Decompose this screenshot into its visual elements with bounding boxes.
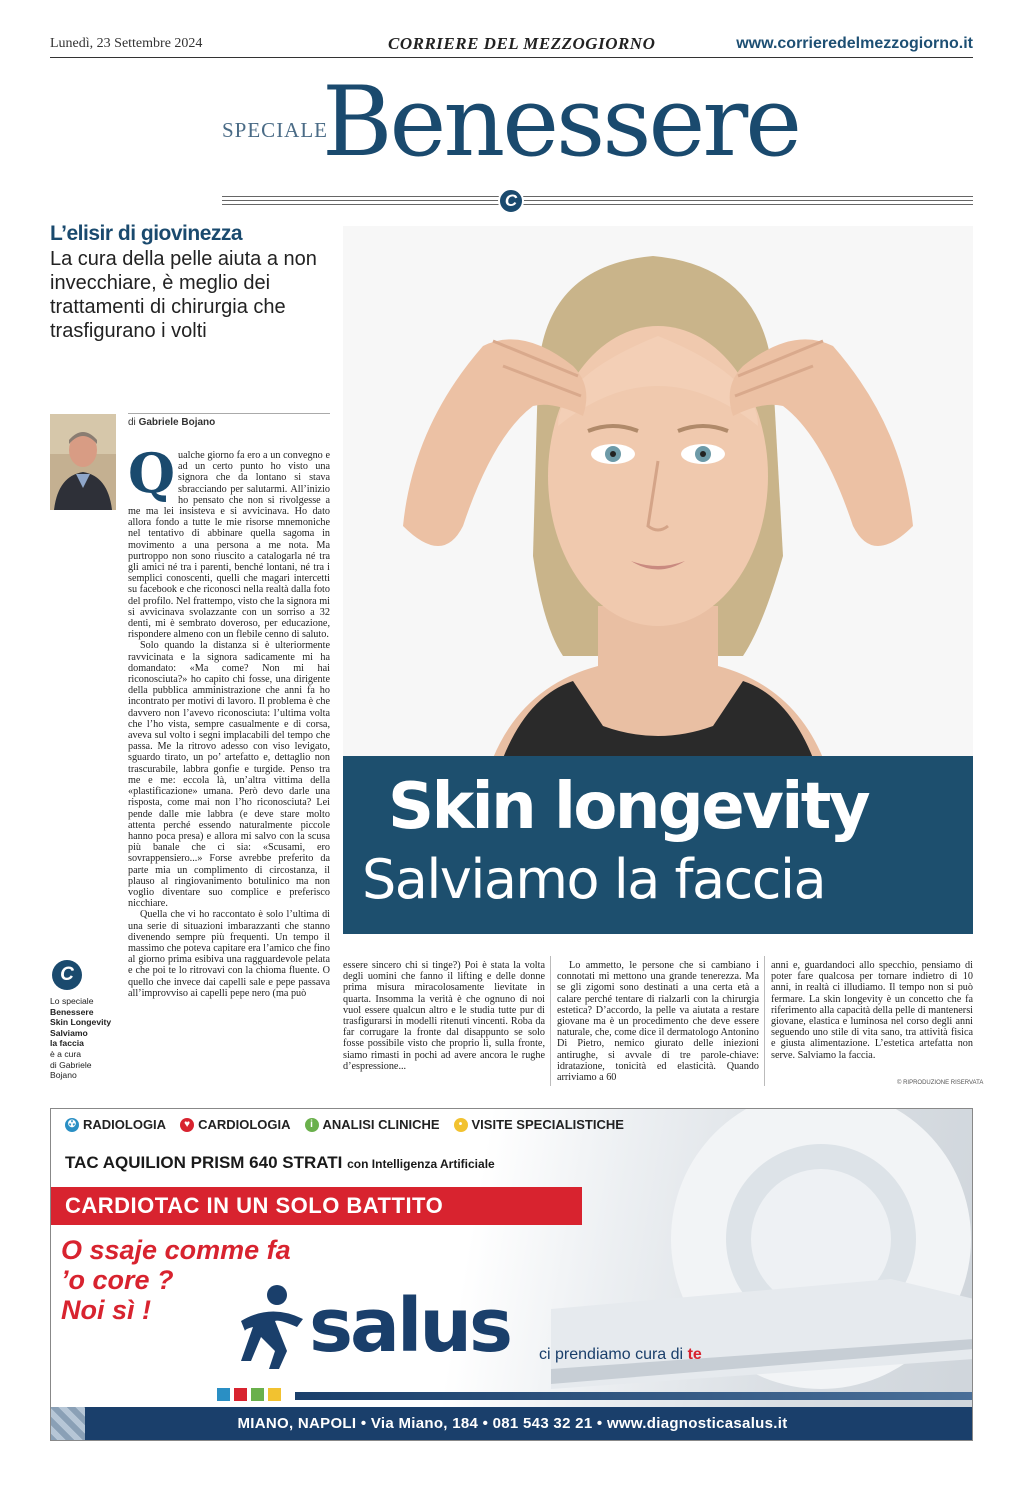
sidebar-line: la faccia xyxy=(50,1038,84,1049)
ad-tac-line: TAC AQUILION PRISM 640 STRATI con Intelligenza Artificiale xyxy=(65,1153,495,1172)
article-paragraph: Quella che vi ho raccontato è solo l’ultima di una serie di situazioni imbarazzanti che stanno divenendo sempre più frequenti. Un tempo il massimo che poteva capitare era l’amico che fino al giorno prima esibiva una ragguardevole pelata e che poi te lo ritrovavi con la chioma fluente. O quello che invece dai capelli sale e pepe passava all’improvviso ai capelli pepe nero (ma può xyxy=(128,909,330,999)
section-divider xyxy=(222,200,973,201)
woman-face-photo-icon xyxy=(343,226,973,758)
article-subtitle: Salviamo la faccia xyxy=(362,848,826,911)
article-column-3: Lo ammetto, le persone che si cambiano i connotati mi mettono una grande tenerezza. Ma se gli zigomi sono destinati a una certa età a calare perché tentare di rialzarli con la chirurgia estetica? D’accordo, la pelle va aiutata a restare giovane ma è un procedimento che deve essere naturale, che, come dice il dermatologo Antonino Di Pietro, nemico giurato delle iniezioni antirughe, si avvale di tre parole-chiave: idratazione, tonicità ed elasticità. Quando arriviamo a 60 xyxy=(557,960,759,1084)
drop-cap: Q xyxy=(128,441,176,505)
author-portrait-icon xyxy=(50,414,116,510)
column-divider xyxy=(764,956,765,1086)
section-divider xyxy=(222,204,973,205)
column-divider xyxy=(550,956,551,1086)
sidebar-note xyxy=(50,996,122,1081)
sidebar-line: di Gabriele xyxy=(50,1059,92,1070)
masthead-date: Lunedì, 23 Settembre 2024 xyxy=(50,36,203,51)
article-paragraph: ualche giorno fa ero a un convegno e ad un certo punto ho visto una signora che da lontano si stava sbracciando per salutarmi. All’inizio ho pensato che non si rivolgesse a me ma lei insisteva e si avvicinava. Ho dato allora fondo a tutte le mie risorse mnemoniche nel tentativo di abbinare quella sagoma in movimento a una persona a me nota. Ma purtroppo non sono riuscito a catalogarla né tra gli amici né tra i parenti, benché lontani, né tra i semplici conoscenti, quelli che magari intercetti su facebook e che riconosci nella realtà dalla foto del profilo. Nel frattempo, visto che la signora mi si avvicinava svolazzante con un sorriso a 32 denti, mi è sembrato doveroso, per educazione, rispondere almeno con un flebile cenno di saluto. xyxy=(128,450,330,641)
headline-subtitle: La cura della pelle aiuta a non invecchiare, è meglio dei trattamenti di chirurgia che trasfigurano i volti xyxy=(50,248,317,342)
byline-author: Gabriele Bojano xyxy=(138,417,216,428)
article-title: Skin longevity xyxy=(388,770,869,844)
masthead-divider xyxy=(50,57,973,58)
ct-scanner-icon xyxy=(551,1109,973,1409)
heart-icon xyxy=(234,1388,247,1401)
radiation-icon: ☢ xyxy=(65,1118,79,1132)
section-title: Benessere xyxy=(322,66,800,178)
byline-divider xyxy=(128,413,330,414)
c-logo-icon: C xyxy=(498,188,524,214)
c-logo-icon: C xyxy=(52,960,82,990)
author-photo xyxy=(50,414,116,510)
sidebar-line: Skin Longevity xyxy=(50,1017,112,1028)
radiation-icon xyxy=(217,1388,230,1401)
headline-kicker: L’elisir di giovinezza xyxy=(50,222,243,245)
article-column-1 xyxy=(128,441,330,999)
article-paragraph: Solo quando la distanza si è ulteriormente ravvicinata e la signora sadicamente mi ha domandato: «Ma come? Non mi hai riconosciuta?» ho capito chi fosse, una dirigente della pubblica amministrazione che anni fa ho incontrato per motivi di lavoro. Il problema è che davvero non l’avevo riconosciuta: l’ultima volta che l’ho vista, sempre casualmente e di corsa, aveva sul volto i segni implacabili del tempo che passa. Me la ritrovo adesso con viso levigato, sguardo tirato, un po’ artefatto e, dettaglio non trascurabile, labbra gonfie e turgide. Penso tra me e me: eccola là, un’altra vittima della «plastificazione» umana. Però devo darle una risposta, come mai non l’ho riconosciuta? Lei pende dalle mie labbra (e deve stare molto attenta perché essendo naturalmente piccole hanno poca presa) e allora mi salvo con la scusa più banale che ci sia: «Scusami, ero sovrappensiero...» Forse avrebbe preferito da parte mia un complimento di circostanza, il plauso al ringiovanimento botulinico ma non voglio diventare suo complice e preferisco nicchiare. xyxy=(128,640,330,910)
ad-mini-icons xyxy=(217,1388,281,1401)
ad-address[interactable]: MIANO, NAPOLI • Via Miano, 184 • 081 543 32 21 • www.diagnosticasalus.it xyxy=(237,1415,788,1432)
byline xyxy=(128,417,215,428)
lab-icon xyxy=(251,1388,264,1401)
doctor-icon: • xyxy=(454,1118,468,1132)
ad-stripe xyxy=(295,1392,973,1400)
service-analisi: i ANALISI CLINICHE xyxy=(305,1117,440,1132)
service-radiologia: ☢ RADIOLOGIA xyxy=(65,1117,166,1132)
section-divider xyxy=(222,196,973,197)
sidebar-line: Benessere xyxy=(50,1006,94,1017)
heart-icon: ♥ xyxy=(180,1118,194,1132)
section-label: SPECIALE xyxy=(222,118,329,142)
sidebar-line: Salviamo xyxy=(50,1027,88,1038)
ad-tagline: ci prendiamo cura di te xyxy=(539,1346,702,1363)
article-column-2: essere sincero chi si tinge?) Poi è stata la volta degli uomini che fanno il lifting e delle donne prima misura miracolosamente lievitate in quarta. Insomma la verità è che ognuno di noi vuol essere qualcun altro e le studia tutte pur di trasfigurarsi in modelli ritenuti vincenti. Roba da far corrugare la fronte dal disappunto se solo fosse possibile visto che proprio lì, sulla fronte, siamo rimasti in pochi ad avere ancora le rughe d’espressione... xyxy=(343,960,545,1072)
sidebar-line: è a cura xyxy=(50,1048,82,1059)
main-photo xyxy=(343,226,973,758)
article-column-4: anni e, guardandoci allo specchio, pensiamo di poter fare qualcosa per tornare indietro di 10 anni, in realtà ci illudiamo. Il tempo non si può fermare. La skin longevity è un concetto che fa riferimento alla capacità della pelle di mantenersi giovane, elastica e luminosa nel corso degli anni seguendo uno stile di vita sano, tra attività fisica e giusta alimentazione. L’estetica artefatta non serve. Salviamo la faccia. xyxy=(771,960,973,1061)
ad-services xyxy=(65,1117,624,1132)
copyright-credit: © RIPRODUZIONE RISERVATA xyxy=(897,1080,984,1086)
sidebar-line: Bojano xyxy=(50,1070,77,1081)
lab-icon: i xyxy=(305,1118,319,1132)
ad-cardiotac: CARDIOTAC IN UN SOLO BATTITO xyxy=(65,1193,444,1218)
salus-person-logo-icon xyxy=(231,1281,311,1373)
doctor-icon xyxy=(268,1388,281,1401)
sidebar-line: Lo speciale xyxy=(50,996,94,1006)
ad-slogan: O ssaje comme fa ’o core ? Noi sì ! xyxy=(61,1235,291,1325)
service-visite: • VISITE SPECIALISTICHE xyxy=(454,1117,624,1132)
newspaper-logo: CORRIERE DEL MEZZOGIORNO xyxy=(388,34,656,53)
advertisement[interactable] xyxy=(50,1108,973,1441)
masthead-url: www.corrieredelmezzogiorno.it xyxy=(736,35,973,52)
salus-brand: salus xyxy=(309,1283,511,1369)
byline-prefix: di xyxy=(128,417,136,428)
service-cardiologia: ♥ CARDIOLOGIA xyxy=(180,1117,290,1132)
